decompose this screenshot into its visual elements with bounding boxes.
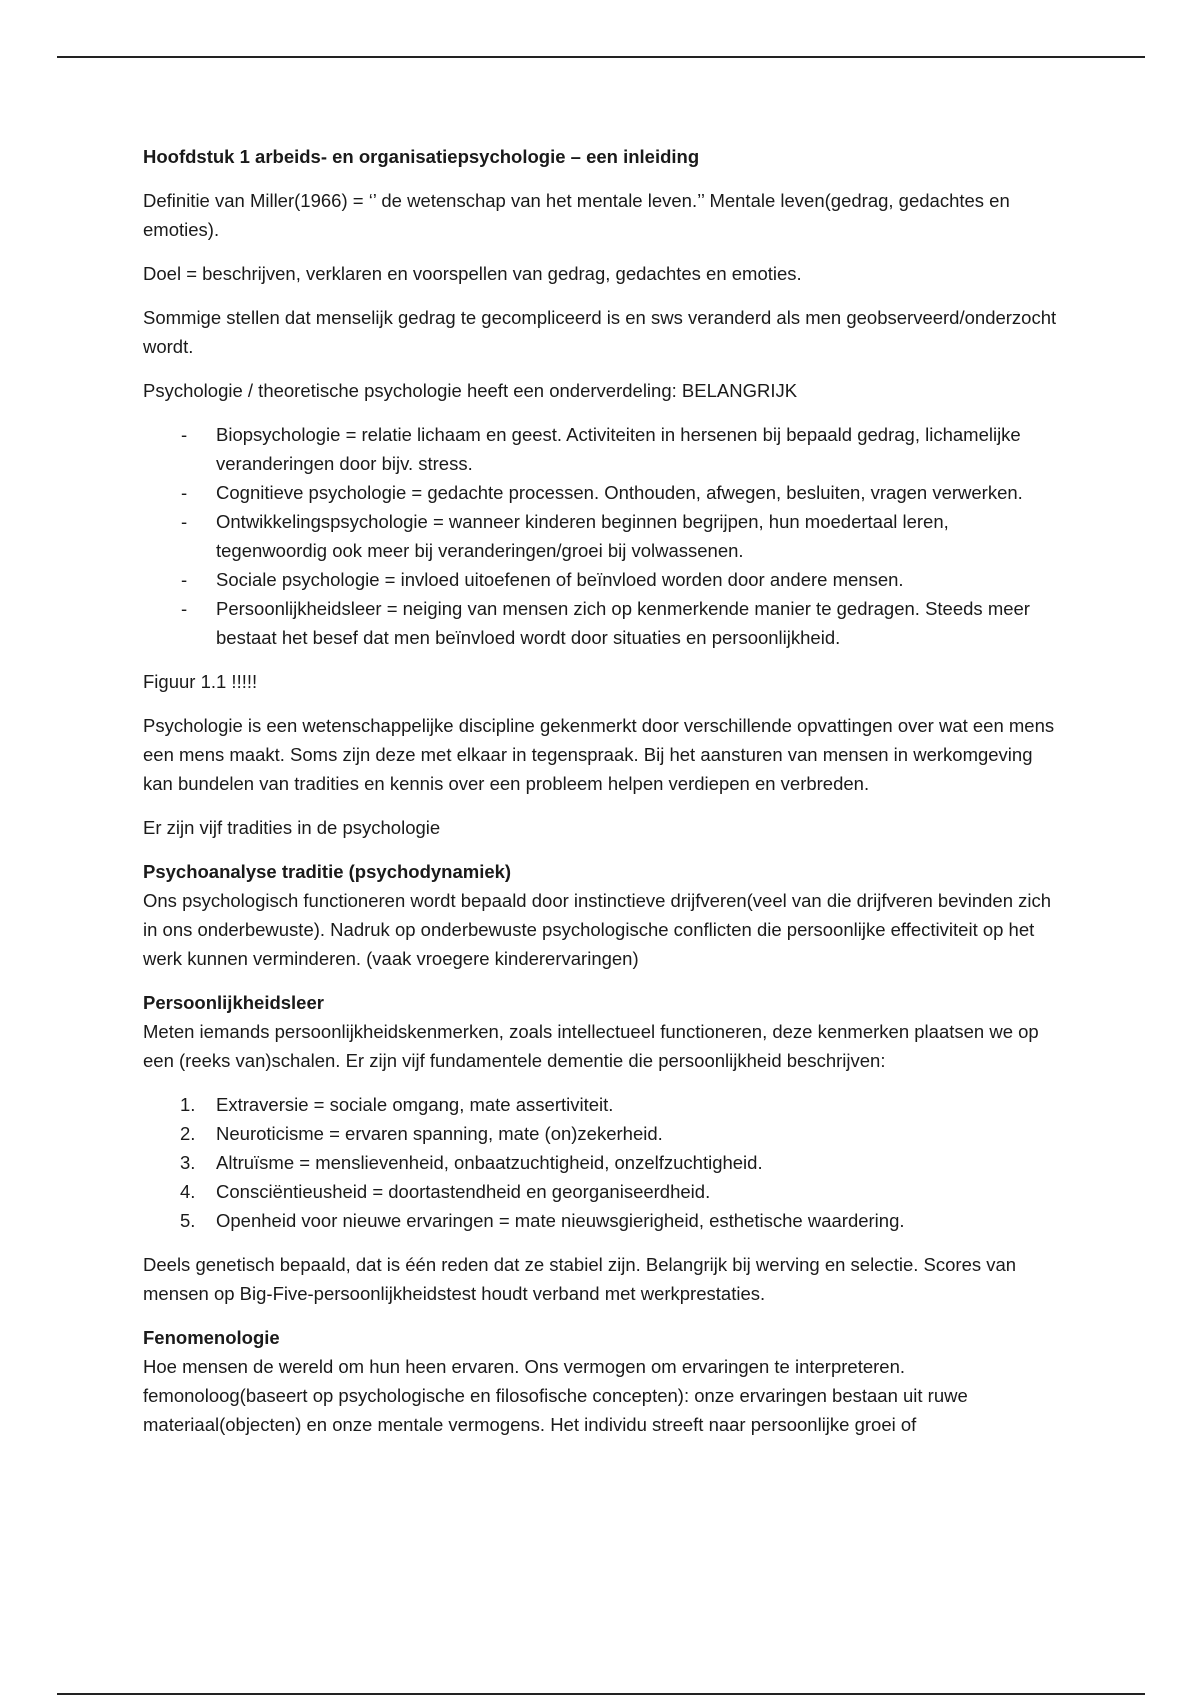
list-text: Consciëntieusheid = doortastendheid en georganiseerdheid.	[216, 1181, 711, 1202]
list-item: - Persoonlijkheidsleer = neiging van mensen zich op kenmerkende manier te gedragen. Steeds meer bestaat het besef dat men beïnvloed wordt door situaties en persoonlijkheid.	[143, 594, 1063, 652]
top-rule	[57, 56, 1145, 58]
personality-heading: Persoonlijkheidsleer	[143, 992, 324, 1013]
traditions-intro: Er zijn vijf tradities in de psychologie	[143, 817, 441, 838]
discipline-paragraph: Psychologie is een wetenschappelijke discipline gekenmerkt door verschillende opvattingen over wat een mens een mens maakt. Soms zijn deze met elkaar in tegenspraak. Bij het aansturen van mensen in werkomgeving kan bundelen van tradities en kennis over een probleem helpen verdiepen en verbreden.	[143, 715, 1055, 794]
list-number: 5.	[180, 1210, 196, 1231]
list-item: - Ontwikkelingspsychologie = wanneer kinderen beginnen begrijpen, hun moedertaal leren, tegenwoordig ook meer bij veranderingen/groei bij volwassenen.	[143, 507, 1063, 565]
list-text: Altruïsme = menslievenheid, onbaatzuchtigheid, onzelfzuchtigheid.	[216, 1152, 763, 1173]
phenomenology-heading: Fenomenologie	[143, 1327, 280, 1348]
list-item	[143, 1090, 1063, 1119]
bottom-rule	[57, 1693, 1145, 1695]
personality-text: Meten iemands persoonlijkheidskenmerken, zoals intellectueel functioneren, deze kenmerken plaatsen we op een (reeks van)schalen. Er zijn vijf fundamentele dementie die persoonlijkheid beschrijven:	[143, 1021, 1039, 1071]
complexity-paragraph: Sommige stellen dat menselijk gedrag te gecompliceerd is en sws veranderd als men geobserveerd/onderzocht wordt.	[143, 307, 1057, 357]
list-text: Extraversie = sociale omgang, mate assertiviteit.	[216, 1094, 614, 1115]
list-item	[143, 1148, 1063, 1177]
list-item	[143, 1177, 1063, 1206]
personality-after: Deels genetisch bepaald, dat is één reden dat ze stabiel zijn. Belangrijk bij werving en selectie. Scores van mensen op Big-Five-persoonlijkheidstest houdt verband met werkprestaties.	[143, 1254, 1017, 1304]
subdivision-list	[143, 420, 1063, 652]
psychoanalysis-text: Ons psychologisch functioneren wordt bepaald door instinctieve drijfveren(veel van die drijfveren bevinden zich in ons onderbewuste). Nadruk op onderbewuste psychologische conflicten die persoonlijke effectiviteit op het werk kunnen verminderen. (vaak vroegere kinderervaringen)	[143, 890, 1052, 969]
list-item: - Biopsychologie = relatie lichaam en geest. Activiteiten in hersenen bij bepaald gedrag, lichamelijke veranderingen door bijv. stress.	[143, 420, 1063, 478]
phenomenology-text: Hoe mensen de wereld om hun heen ervaren. Ons vermogen om ervaringen te interpreteren. femonoloog(baseert op psychologische en filosofische concepten): onze ervaringen bestaan uit ruwe materiaal(objecten) en onze mentale vermogens. Het individu streeft naar persoonlijke groei of	[143, 1356, 968, 1435]
subdivision-intro: Psychologie / theoretische psychologie heeft een onderverdeling: BELANGRIJK	[143, 380, 798, 401]
definition-paragraph: Definitie van Miller(1966) = ‘’ de wetenschap van het mentale leven.’’ Mentale leven(gedrag, gedachtes en emoties).	[143, 190, 1010, 240]
big-five-list	[143, 1090, 1063, 1235]
goal-paragraph: Doel = beschrijven, verklaren en voorspellen van gedrag, gedachtes en emoties.	[143, 263, 802, 284]
list-item: - Sociale psychologie = invloed uitoefenen of beïnvloed worden door andere mensen.	[143, 565, 1063, 594]
list-number: 4.	[180, 1181, 196, 1202]
list-item: - Cognitieve psychologie = gedachte processen. Onthouden, afwegen, besluiten, vragen verwerken.	[143, 478, 1063, 507]
list-text: Openheid voor nieuwe ervaringen = mate nieuwsgierigheid, esthetische waardering.	[216, 1210, 905, 1231]
list-number: 2.	[180, 1123, 196, 1144]
list-number: 3.	[180, 1152, 196, 1173]
list-item	[143, 1119, 1063, 1148]
list-item	[143, 1206, 1063, 1235]
chapter-title: Hoofdstuk 1 arbeids- en organisatiepsychologie – een inleiding	[143, 146, 700, 167]
list-text: Neuroticisme = ervaren spanning, mate (on)zekerheid.	[216, 1123, 663, 1144]
list-number: 1.	[180, 1094, 196, 1115]
document-page	[143, 142, 1063, 1454]
figure-note: Figuur 1.1 !!!!!	[143, 671, 258, 692]
psychoanalysis-heading: Psychoanalyse traditie (psychodynamiek)	[143, 861, 512, 882]
